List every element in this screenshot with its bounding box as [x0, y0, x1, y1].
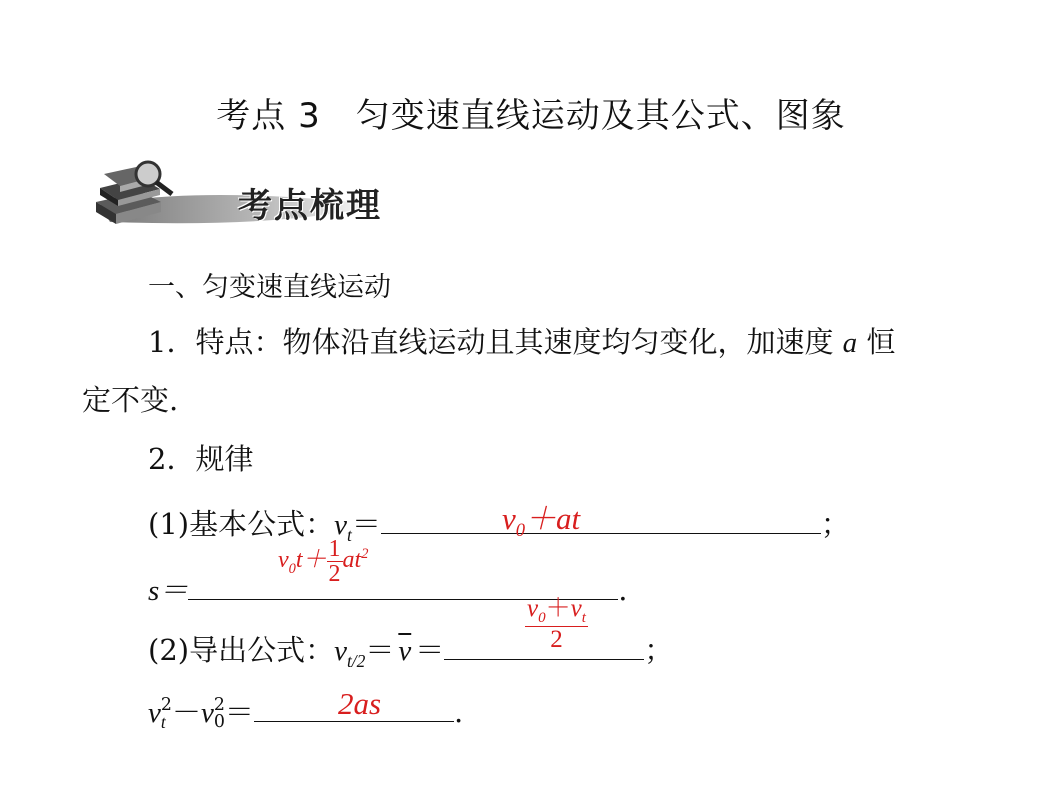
formula1-lhs-sub: t [346, 524, 352, 545]
formula1-eq: ＝ [351, 507, 381, 541]
f4-v2: v [200, 697, 214, 729]
ans2-den: 2 [328, 561, 341, 587]
item1-tail: 恒 [866, 325, 896, 359]
ans3-nb-sub: t [581, 610, 586, 626]
formula-basic-velocity [148, 502, 850, 546]
item2-label: 2．规律 [148, 442, 254, 476]
ans2-a: v [278, 547, 289, 574]
banner-label: 考点梳理 [238, 186, 382, 226]
item1-line1 [148, 320, 895, 361]
f4-v1-sub: t [160, 712, 166, 732]
f4-minus: － [171, 695, 201, 729]
ans3-den: 2 [550, 626, 563, 653]
f4-v2-scripts [213, 694, 225, 732]
ans3-na: v [527, 595, 539, 622]
formula3-answer [525, 596, 588, 652]
item1-line2: 定不变. [82, 383, 179, 417]
ans2-b: t＋ [295, 547, 327, 574]
formula1-lhs: v [334, 509, 347, 541]
f4-v1-sup: 2 [160, 694, 172, 715]
f4-end: . [453, 695, 464, 729]
f4-eq: ＝ [224, 695, 254, 729]
formula3-lhs: v [334, 635, 347, 667]
f4-v1-scripts [160, 694, 172, 732]
formula1-answer [502, 493, 580, 542]
ans2-c-sup: 2 [361, 546, 369, 563]
formula-average-velocity [148, 628, 673, 672]
ans3-nb: v [570, 595, 582, 622]
ans3-frac [525, 596, 588, 652]
formula1-end: ； [820, 507, 850, 541]
formula3-lhs-sub: t/2 [346, 650, 366, 671]
ans2-c: at [342, 547, 362, 574]
formula3-end: ； [644, 633, 674, 667]
ans2-a-sub: 0 [288, 560, 296, 577]
formula4-answer: 2as [338, 686, 382, 721]
ans2-frac [327, 537, 343, 586]
ans1-rest: ＋at [525, 501, 581, 536]
formula3-prefix: (2)导出公式： [148, 633, 335, 667]
formula1-prefix: (1)基本公式： [148, 507, 335, 541]
ans3-na-sub: 0 [538, 610, 546, 626]
section-heading: 一、匀变速直线运动 [148, 272, 391, 303]
formula3-eq2: ＝ [415, 633, 445, 667]
formula2-answer [278, 537, 368, 586]
f4-v2-sup: 2 [213, 694, 225, 715]
item1-text: 1．特点：物体沿直线运动且其速度均匀变化，加速度 [148, 325, 834, 359]
formula1-blank [381, 509, 821, 534]
ans3-plus: ＋ [545, 595, 571, 622]
formula2-end: . [618, 573, 628, 607]
formula3-eq1: ＝ [365, 633, 395, 667]
formula3-vbar: $\overline{v}$ [398, 635, 412, 667]
f4-v1: v [148, 697, 161, 729]
formula2-lhs: s＝ [148, 575, 189, 607]
acceleration-var: a [842, 327, 858, 359]
ans2-num: 1 [328, 536, 341, 562]
ans1-v: v [502, 501, 516, 536]
page-title: 考点 3 匀变速直线运动及其公式、图象 [216, 96, 846, 136]
section-banner [80, 150, 400, 245]
formula-velocity-squared [148, 690, 463, 731]
ans1-sub: 0 [515, 520, 526, 542]
f4-v2-sub: 0 [213, 712, 225, 732]
ans3-num [525, 596, 588, 627]
